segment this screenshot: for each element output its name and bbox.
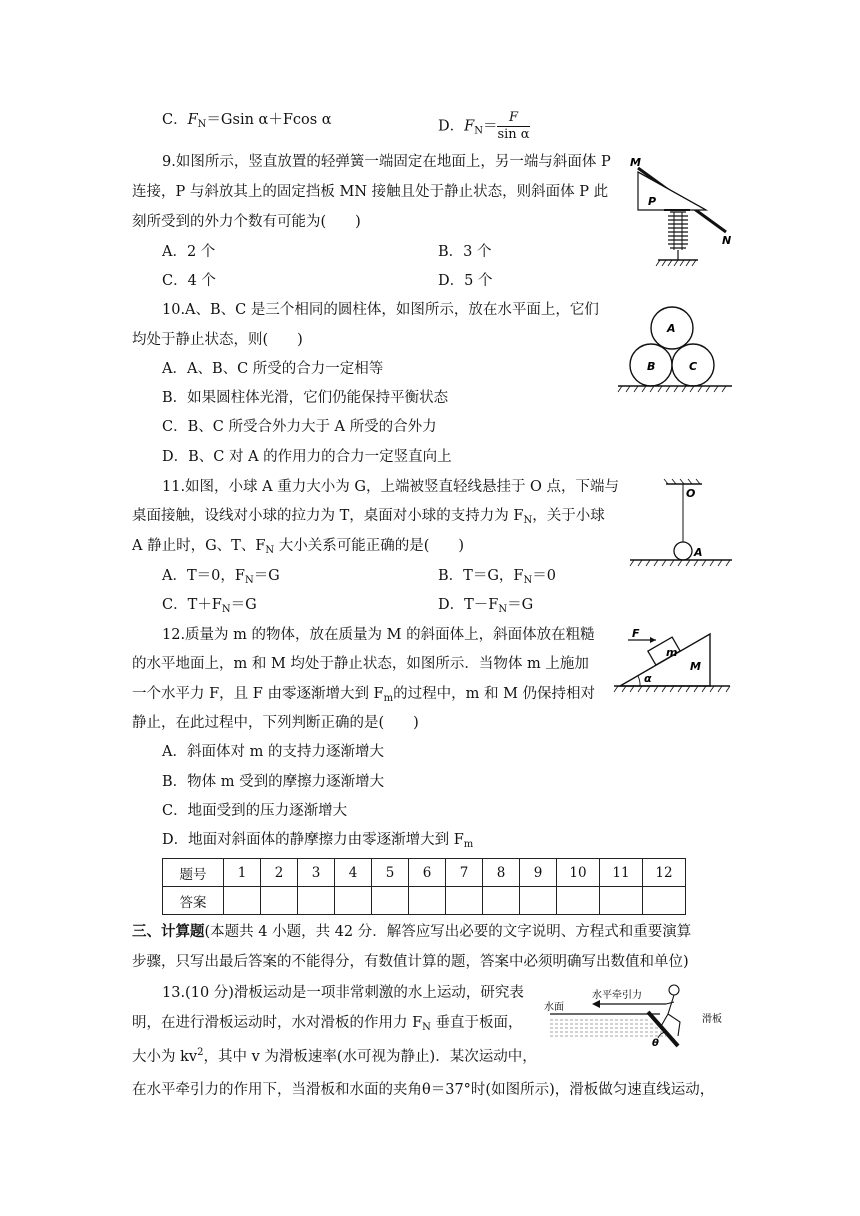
q10-option-c: C．B、C 所受合外力大于 A 所受的合外力 bbox=[162, 419, 437, 435]
q9-option-b: B．3 个 bbox=[438, 244, 492, 260]
q10-label-b: B bbox=[647, 360, 656, 373]
q12-figure-incline-block bbox=[610, 624, 736, 694]
q12-line-4: 静止，在此过程中，下列判断正确的是( ) bbox=[132, 715, 419, 731]
q13-label-theta: θ bbox=[652, 1038, 659, 1049]
q13-figure-waterskiing bbox=[540, 978, 740, 1058]
q12-label-m-small: m bbox=[666, 646, 678, 659]
answer-table-header-answer: 答案 bbox=[163, 887, 224, 915]
q8-option-c: C．$F_N=Gsin$ α＋Fcos α bbox=[162, 112, 332, 130]
answer-cell bbox=[261, 887, 298, 915]
answer-cell bbox=[372, 887, 409, 915]
answer-table-number-cell: 4 bbox=[335, 859, 372, 887]
q12-label-f: F bbox=[632, 627, 640, 640]
section-3-title: 三、计算题 bbox=[132, 923, 205, 940]
q9-line-1: 9.如图所示，竖直放置的轻弹簧一端固定在地面上，另一端与斜面体 P bbox=[162, 154, 611, 170]
q10-figure-cylinders bbox=[616, 304, 736, 394]
answer-table-number-row bbox=[163, 859, 686, 887]
q11-label-o: O bbox=[686, 487, 696, 500]
answer-cell bbox=[446, 887, 483, 915]
q10-option-d: D．B、C 对 A 的作用力的合力一定竖直向上 bbox=[162, 449, 452, 465]
q12-label-alpha: α bbox=[644, 672, 652, 685]
answer-table-number-cell: 5 bbox=[372, 859, 409, 887]
answer-table-number-cell: 2 bbox=[261, 859, 298, 887]
q13-label-board: 滑板 bbox=[702, 1014, 722, 1025]
answer-cell bbox=[483, 887, 520, 915]
section-3-desc-1: (本题共 4 小题，共 42 分．解答应写出必要的文字说明、方程式和重要演算 bbox=[204, 924, 692, 940]
q12-option-c: C．地面受到的压力逐渐增大 bbox=[162, 803, 348, 819]
q10-label-a: A bbox=[667, 322, 676, 335]
q9-option-d: D．5 个 bbox=[438, 273, 493, 289]
q13-line-4: 在水平牵引力的作用下，当滑板和水面的夹角θ＝37°时(如图所示)，滑板做匀速直线运动， bbox=[132, 1082, 715, 1098]
q12-option-b: B．物体 m 受到的摩擦力逐渐增大 bbox=[162, 774, 385, 790]
q10-option-a: A．A、B、C 所受的合力一定相等 bbox=[162, 361, 384, 377]
q9-line-3: 刻所受到的外力个数有可能为( ) bbox=[132, 214, 361, 230]
q10-option-b: B．如果圆柱体光滑，它们仍能保持平衡状态 bbox=[162, 390, 449, 406]
q10-line-1: 10.A、B、C 是三个相同的圆柱体，如图所示，放在水平面上，它们 bbox=[162, 302, 599, 318]
fraction: $\frac{F}{\text{sin α}}$ bbox=[497, 110, 530, 142]
q13-label-water: 水面 bbox=[544, 1002, 564, 1013]
answer-cell bbox=[298, 887, 335, 915]
q9-label-m: M bbox=[630, 156, 641, 169]
answer-table-number-cell: 1 bbox=[224, 859, 261, 887]
answer-table-number-cell: 7 bbox=[446, 859, 483, 887]
q11-line-1: 11.如图，小球 A 重力大小为 G，上端被竖直轻线悬挂于 O 点，下端与 bbox=[162, 479, 620, 495]
q13-label-traction: 水平牵引力 bbox=[592, 990, 642, 1001]
q12-option-a: A．斜面体对 m 的支持力逐渐增大 bbox=[162, 744, 384, 760]
q9-label-n: N bbox=[722, 234, 732, 247]
answer-cell bbox=[224, 887, 261, 915]
q11-option-b: B．T＝G，$F_N=0$ bbox=[438, 568, 556, 586]
answer-cell bbox=[409, 887, 446, 915]
section-3-desc-2: 步骤，只写出最后答案的不能得分，有数值计算的题，答案中必须明确写出数值和单位) bbox=[132, 954, 689, 970]
answer-table-number-cell: 12 bbox=[643, 859, 686, 887]
q13-line-1: 13.(10 分)滑板运动是一项非常刺激的水上运动，研究表 bbox=[162, 985, 524, 1001]
section-3-heading bbox=[132, 922, 691, 942]
q11-figure-hanging-ball bbox=[626, 478, 736, 570]
answer-table-number-cell: 10 bbox=[557, 859, 600, 887]
q10-label-c: C bbox=[689, 360, 698, 373]
answer-cell bbox=[600, 887, 643, 915]
answer-cell bbox=[520, 887, 557, 915]
q10-line-2: 均处于静止状态，则( ) bbox=[132, 332, 303, 348]
answer-cell bbox=[335, 887, 372, 915]
q9-option-a: A．2 个 bbox=[162, 244, 216, 260]
q12-line-2: 的水平地面上，m 和 M 均处于静止状态，如图所示．当物体 m 上施加 bbox=[132, 656, 589, 672]
q13-line-3: 大小为 $kv^2$，其中 v 为滑板速率(水可视为静止)．某次运动中， bbox=[132, 1047, 537, 1065]
answer-table-answer-row bbox=[163, 887, 686, 915]
q9-label-p: P bbox=[648, 195, 657, 208]
q12-line-1: 12.质量为 m 的物体，放在质量为 M 的斜面体上，斜面体放在粗糙 bbox=[162, 627, 595, 643]
q13-line-2: 明，在进行滑板运动时，水对滑板的作用力 $F_N$ 垂直于板面， bbox=[132, 1015, 523, 1033]
answer-cell bbox=[557, 887, 600, 915]
q9-figure-spring-incline bbox=[618, 150, 738, 268]
q11-option-d: D．$T-F_N=G$ bbox=[438, 597, 534, 615]
q11-line-3: A 静止时，G、T、$F_N$ 大小关系可能正确的是( ) bbox=[132, 538, 465, 556]
q12-line-3: 一个水平力 F，且 F 由零逐渐增大到 $F_m$的过程中，m 和 M 仍保持相对 bbox=[132, 686, 596, 704]
answer-table-number-cell: 11 bbox=[600, 859, 643, 887]
q11-option-a: A．T＝0，$F_N=G$ bbox=[162, 568, 280, 586]
q12-label-m-big: M bbox=[690, 660, 701, 673]
q8-option-d: D．$F_N=$ $\frac{F}{\text{sin α}}$ bbox=[438, 110, 530, 142]
answer-table-header-number: 题号 bbox=[163, 859, 224, 887]
answer-table-number-cell: 3 bbox=[298, 859, 335, 887]
answer-table-number-cell: 9 bbox=[520, 859, 557, 887]
q12-option-d: D．地面对斜面体的静摩擦力由零逐渐增大到 $F_m$ bbox=[162, 832, 474, 850]
answer-table bbox=[162, 858, 686, 915]
answer-table-number-cell: 6 bbox=[409, 859, 446, 887]
q11-label-a: A bbox=[694, 546, 703, 559]
q11-line-2: 桌面接触，设线对小球的拉力为 T，桌面对小球的支持力为 $F_N$，关于小球 bbox=[132, 508, 605, 526]
answer-table-number-cell: 8 bbox=[483, 859, 520, 887]
q9-line-2: 连接，P 与斜放其上的固定挡板 MN 接触且处于静止状态，则斜面体 P 此 bbox=[132, 184, 609, 200]
q11-option-c: C．$T+F_N=G$ bbox=[162, 597, 257, 615]
answer-cell bbox=[643, 887, 686, 915]
q9-option-c: C．4 个 bbox=[162, 273, 216, 289]
